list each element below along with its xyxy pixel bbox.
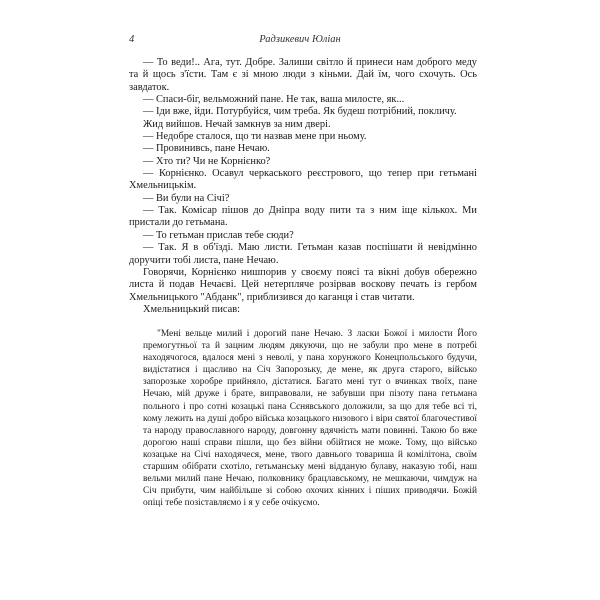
paragraph: — Ви були на Січі? [143, 192, 230, 204]
running-title: Радзикевич Юліан [259, 34, 341, 45]
running-header [129, 34, 471, 48]
body-text [129, 57, 477, 509]
paragraph: Жид вийшов. Нечай замкнув за ним двері. [143, 118, 331, 130]
paragraph: — Так. Я в об'їзді. Маю листи. Гетьман казав поспішати й невідмінно доручити тобі листа, пане Нечаю. [129, 242, 477, 266]
paragraph: Говорячи, Корнієнко нишпорив у своєму поясі та вікні добув обережно листа й подав Нечаєві. Цей нетерпляче розірвав воскову печать із гербом Хмельницького "Абданк", приблизився до каганця і став читати. [129, 266, 477, 303]
paragraph: — Спаси-біг, вельможний пане. Не так, ваша милосте, як... [143, 94, 405, 106]
paragraph: Хмельницький писав: [143, 303, 241, 315]
paragraph: — Провинивсь, пане Нечаю. [143, 143, 270, 155]
letter-quote: "Мені вельце милий і дорогий пане Нечаю. З ласки Божої і милости Його премогутньої та й зацним людям дякуючи, що не забули про мене в потребі находячогося, вдалося мені з неволі, у пана хорунжого Конецпольського будучи, видістатися і щасливо на Січ Запорозьку, де мене, як друга старого, військо запорозьке хоробре прийняло, дістатися. Багато мені тут о вчинках твоїх, пане Нечаю, мій друже і брате, виправовали, не забувши при пізоту пана гетьмана польного і про сотні козацькі пана Сєнявського доложили, за що для тебе всі ті, кому лежить на душі добро війська козацького низового і віри святої благочестивої та народу православного народу, довгонну вдячність мати повинні. Такою бо вже дорогою наші справи пішли, що без війни обійтися не може. Тому, що військо козацьке на Січі находячеся, мене, твого давнього товариша й комілітона, своїм старшим обібрати схотіло, гетьманську мені відданую булаву, наказую тобі, наш вельми милий пане Нечаю, полковнику брацлавському, не мешкаючи, чимдуж на Січ прибути, чим найбільше зі собою охочих кінних і пішиx приводячи. Божій опіці тебе позіставляємо і я у себе очікуємо. [143, 329, 477, 508]
paragraph: — Недобре сталося, що ти назвав мене при ньому. [143, 131, 367, 143]
paragraph: — Корнієнко. Осавул черкаського реєстрового, що тепер при гетьмані Хмельницькім. [129, 168, 477, 192]
page-number: 4 [129, 34, 135, 45]
paragraph: — Хто ти? Чи не Корнієнко? [143, 155, 271, 167]
paragraph: — Так. Комісар пішов до Дніпра воду пити та з ним іще кількох. Ми пристали до гетьмана. [129, 205, 477, 229]
paragraph: — Іди вже, йди. Потурбуйся, чим треба. Як будеш потрібний, покличу. [143, 106, 457, 118]
paragraph: — То гетьман прислав тебе сюди? [143, 229, 294, 241]
paragraph: — То веди!.. Ага, тут. Добре. Залиши світло й принеси нам доброго меду та й щось з'їсти. Там є зі мною люди з кіньми. Дай їм, чого схочуть. Ось завдаток. [129, 57, 477, 93]
